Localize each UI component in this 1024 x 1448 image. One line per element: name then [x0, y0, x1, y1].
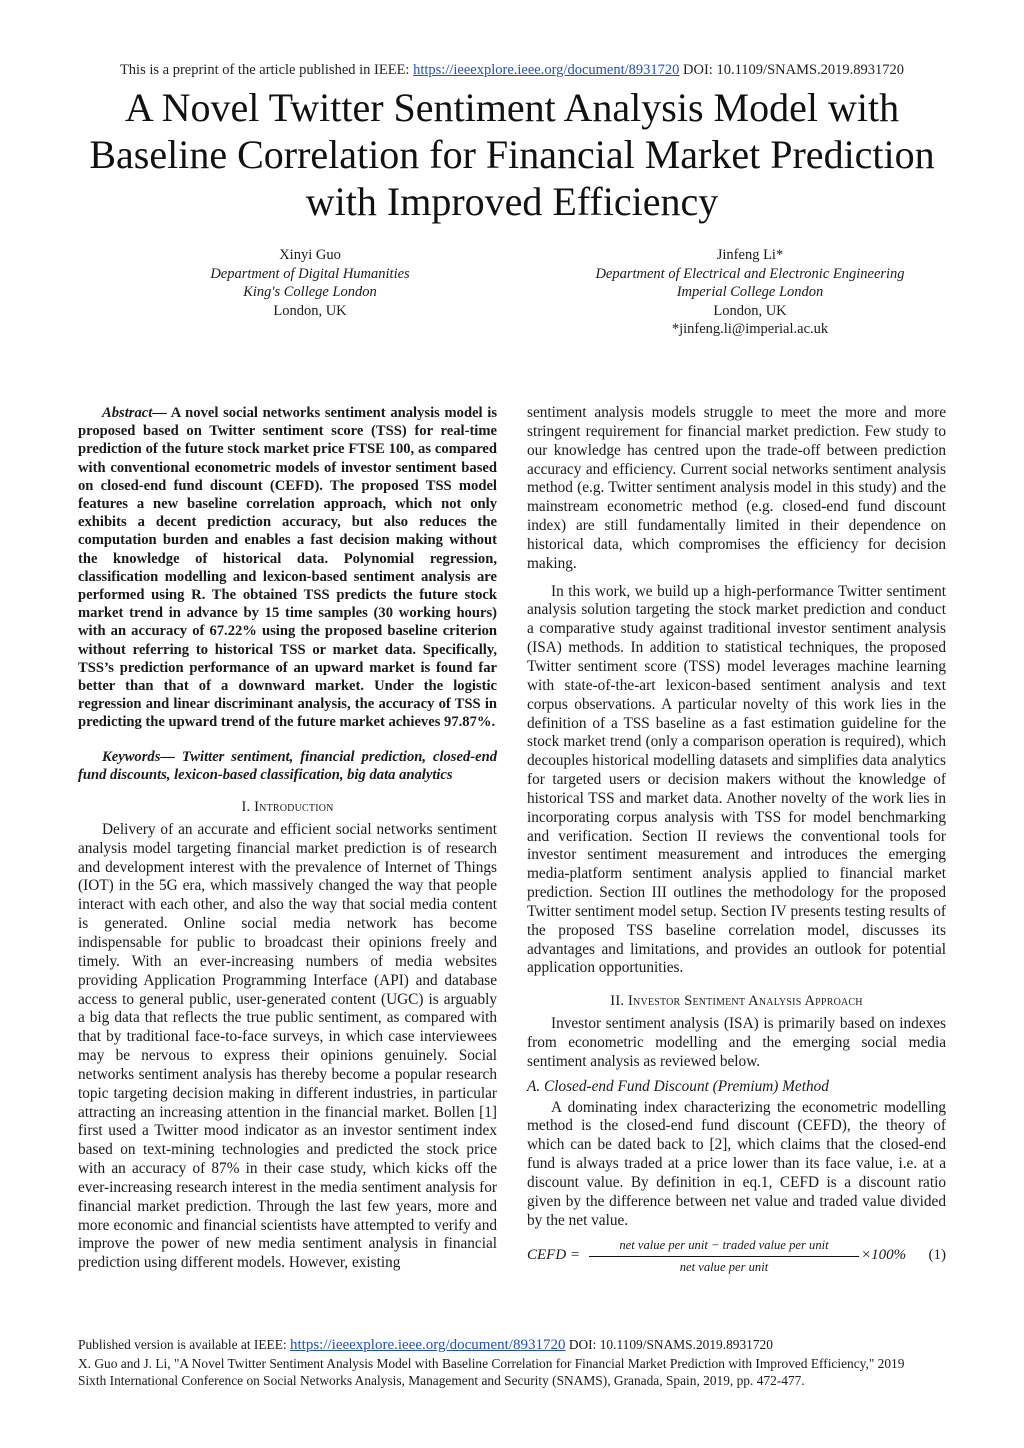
footer-published-line [78, 1336, 958, 1355]
preprint-notice [0, 62, 1024, 79]
equation-fraction [589, 1236, 859, 1277]
isa-paragraph-1: Investor sentiment analysis (ISA) is primarily based on indexes from econometric modelling and the emerging social media sentiment analysis as reviewed below. [527, 1015, 946, 1070]
intro-paragraph-2: In this work, we build up a high-performance Twitter sentiment analysis solution targeting the stock market prediction and conduct a comparative study against traditional investor sentiment analysis (ISA) methods. In addition to statistical techniques, the proposed Twitter sentiment score (TSS) model leverages machine learning with state-of-the-art lexicon-based sentiment analysis and text corpus observations. A particular novelty of this work lies in the definition of a TSS baseline as a fast estimation guideline for the stock market trend (only a comparison operation is required), which decouples historical modelling datasets and simplifies data analytics for targeted users or decision makers without the knowledge of historical TSS and market data. Another novelty of the work lies in incorporating corpus analysis with TSS for model benchmarking and verification. Section II reviews the conventional tools for investor sentiment measurement and introduces the emerging media-platform sentiment analysis applied to financial market prediction. Section III outlines the methodology for the proposed Twitter sentiment model setup. Section IV presents testing results of the proposed TSS baseline correlation model, discusses its advantages and limitations, and provides an outlook for potential application opportunities. [527, 582, 946, 977]
cefd-paragraph-1: A dominating index characterizing the econometric modelling method is the closed-end fund discount (CEFD), the theory of which can be dated back to [2], which claims that the closed-end fund is always traded at a price lower than its face value, i.e. at a discount value. By definition in eq.1, CEFD is a discount ratio given by the difference between net value and traded value divided by the net value. [527, 1098, 946, 1229]
keywords-text: Twitter sentiment, financial prediction, closed-end fund discounts, lexicon-based classification, big data analytics [78, 748, 497, 783]
footer-doi: DOI: 10.1109/SNAMS.2019.8931720 [568, 1337, 773, 1352]
keywords-label: Keywords [102, 748, 161, 765]
footer-published-prefix: Published version is available at IEEE: [78, 1337, 287, 1352]
footer [78, 1336, 958, 1390]
section-heading-introduction: I. Introduction [241, 799, 334, 816]
author-name: Xinyi Guo [279, 247, 341, 263]
author-email[interactable]: *jinfeng.li@imperial.ac.uk [671, 321, 829, 337]
author-block-1 [160, 246, 460, 320]
equation-numerator: net value per unit − traded value per unit [589, 1236, 859, 1257]
keywords-dash: — [160, 748, 175, 765]
left-column [78, 404, 497, 1273]
author-location: London, UK [273, 302, 347, 319]
author-organization: King's College London [243, 284, 377, 300]
abstract-dash: — [152, 405, 167, 421]
equation-rhs: ×100% [861, 1247, 907, 1264]
author-name: Jinfeng Li* [716, 247, 784, 263]
paper-title: A Novel Twitter Sentiment Analysis Model with Baseline Correlation for Financial Market Prediction with Improved Efficiency [89, 85, 935, 224]
equation-denominator: net value per unit [679, 1260, 769, 1275]
intro-paragraph-1-continued: sentiment analysis models struggle to meet the more and more stringent requirement for financial market prediction. Few study to our knowledge has centred upon the trade-off between prediction accuracy and efficiency. Current social networks sentiment analysis method (e.g. Twitter sentiment analysis model in this study) and the mainstream econometric method (e.g. closed-end fund discount index) are still fundamentally limited in their dependence on historical data, which compromises the efficiency for decision making. [527, 404, 946, 572]
section-heading-isa: II. Investor Sentiment Analysis Approach [610, 993, 863, 1010]
abstract-text: A novel social networks sentiment analysis model is proposed based on Twitter sentiment score (TSS) for real-time prediction of the future stock market price FTSE 100, as compared with conventional econometric models of investor sentiment based on closed-end fund discount (CEFD). The proposed TSS model features a new baseline correlation approach, which not only exhibits a decent prediction accuracy, but also reduces the computation burden and enables a fast decision making without the knowledge of historical data. Polynomial regression, classification modelling and lexicon-based sentiment analysis are performed using R. The obtained TSS predicts the future stock market trend in advance by 15 time samples (30 working hours) with an accuracy of 67.22% using the proposed baseline criterion without referring to historical TSS or market data. Specifically, TSS’s prediction performance of an upward market is found far better than that of a downward market. Under the logistic regression and linear discriminant analysis, the accuracy of TSS in predicting the upward trend of the future market achieves 97.87%. [78, 405, 497, 731]
preprint-doi: DOI: 10.1109/SNAMS.2019.8931720 [683, 62, 905, 78]
abstract [78, 404, 497, 732]
right-column [527, 404, 946, 1275]
preprint-link[interactable]: https://ieeexplore.ieee.org/document/8931720 [413, 62, 680, 78]
author-organization: Imperial College London [676, 284, 824, 300]
keywords [78, 748, 497, 784]
footer-link[interactable]: https://ieeexplore.ieee.org/document/8931720 [289, 1337, 566, 1353]
author-location: London, UK [713, 302, 787, 319]
abstract-label: Abstract [102, 405, 153, 421]
equation-lhs: CEFD = [527, 1247, 581, 1264]
author-department: Department of Digital Humanities [210, 265, 410, 282]
author-block-2 [500, 246, 1000, 339]
equation-1 [527, 1236, 946, 1275]
footer-citation-line-1: X. Guo and J. Li, "A Novel Twitter Sentiment Analysis Model with Baseline Correlation for Financial Market Prediction with Improved Efficiency," 2019 [78, 1355, 905, 1371]
preprint-prefix: This is a preprint of the article published in IEEE: [119, 62, 410, 78]
footer-citation-line-2: Sixth International Conference on Social Networks Analysis, Management and Security (SNAMS), Granada, Spain, 2019, pp. 472-477. [78, 1373, 805, 1388]
intro-paragraph-1: Delivery of an accurate and efficient social networks sentiment analysis model targeting financial market prediction is of research and development interest with the prevalence of Internet of Things (IOT) in the 5G era, which massively changed the way that people interact with each other, and also the way that social media content is generated. Online social media network has become indispensable for public to broadcast their opinions freely and timely. With an ever-increasing numbers of media websites providing Application Programming Interface (API) and database access to general public, user-generated content (UGC) is arguably a big data that reflects the true public sentiment, as compared with that by traditional face-to-face surveys, in which case interviewees may be nervous to express their opinions genuinely. Social networks sentiment analysis has thereby become a popular research topic targeting decision making in different industries, in particular attracting an increasing attention in the financial market. Bollen [1] first used a Twitter mood indicator as an investor sentiment index based on text-mining technologies and predicted the stock price with an accuracy of 87% in their case study, which kicks off the ever-increasing research interest in the media sentiment analysis for financial market prediction. Through the last few years, more and more economic and financial scientists have attempted to verify and improve the power of new media sentiment analysis in financial prediction using different models. However, existing [78, 820, 497, 1272]
author-department: Department of Electrical and Electronic Engineering [595, 265, 905, 282]
subsection-heading-cefd: A. Closed-end Fund Discount (Premium) Method [527, 1077, 829, 1095]
equation-number: (1) [928, 1247, 946, 1264]
